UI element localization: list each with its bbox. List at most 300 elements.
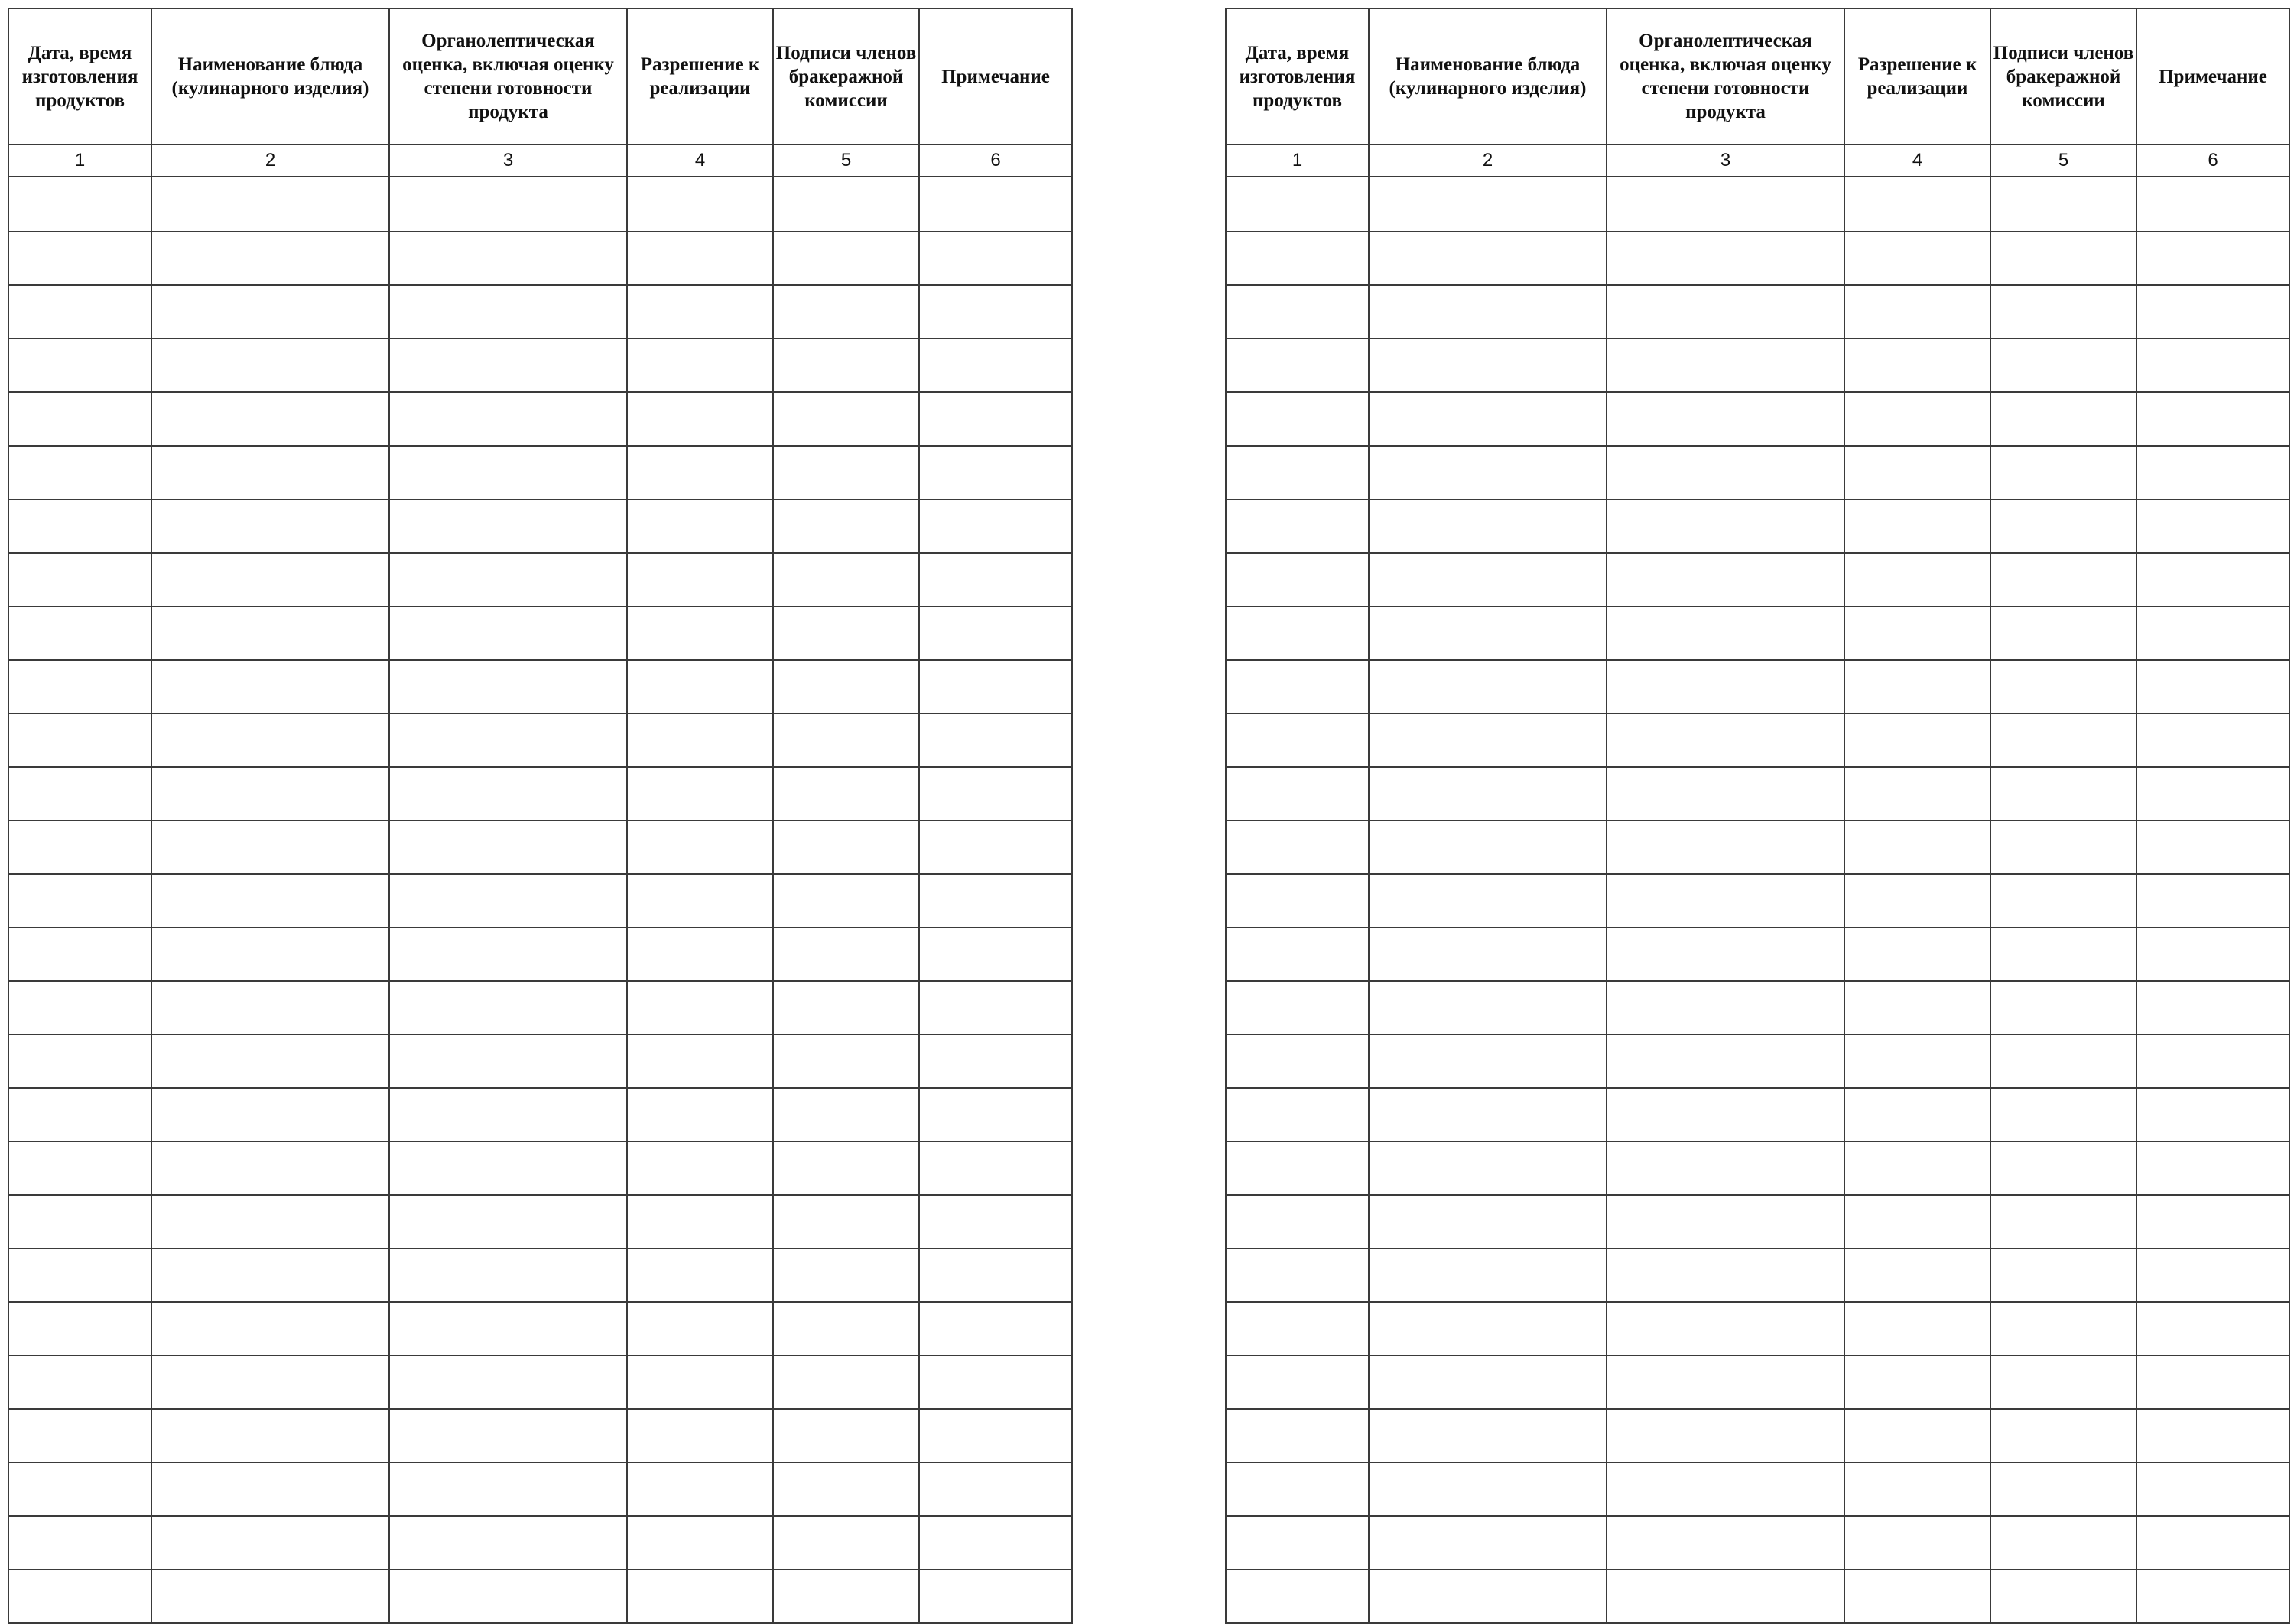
- table-row: [8, 1088, 1072, 1142]
- table-cell: [8, 767, 151, 820]
- table-cell: [1369, 499, 1607, 553]
- table-cell: [1607, 1142, 1844, 1195]
- table-cell: [2136, 1195, 2289, 1249]
- table-cell: [1369, 927, 1607, 981]
- table-cell: [389, 446, 627, 499]
- table-cell: [2136, 392, 2289, 446]
- column-number: 3: [389, 145, 627, 177]
- table-cell: [8, 499, 151, 553]
- table-cell: [1226, 1570, 1369, 1623]
- table-cell: [1990, 606, 2136, 660]
- table-cell: [773, 1356, 919, 1409]
- table-cell: [773, 1142, 919, 1195]
- table-cell: [1844, 339, 1990, 392]
- column-number: 3: [1607, 145, 1844, 177]
- table-cell: [773, 1463, 919, 1516]
- table-cell: [8, 1249, 151, 1302]
- table-cell: [1607, 446, 1844, 499]
- column-number: 1: [8, 145, 151, 177]
- table-row: [8, 874, 1072, 927]
- table-cell: [627, 713, 773, 767]
- table-cell: [773, 1195, 919, 1249]
- table-cell: [773, 339, 919, 392]
- table-cell: [151, 232, 389, 285]
- table-row: [1226, 553, 2289, 606]
- table-cell: [1607, 232, 1844, 285]
- table-cell: [773, 285, 919, 339]
- table-cell: [627, 660, 773, 713]
- table-row: [1226, 660, 2289, 713]
- table-cell: [773, 553, 919, 606]
- table-cell: [1844, 1034, 1990, 1088]
- table-cell: [1990, 820, 2136, 874]
- table-cell: [1607, 1034, 1844, 1088]
- table-row: [8, 820, 1072, 874]
- table-cell: [1990, 553, 2136, 606]
- table-cell: [627, 499, 773, 553]
- table-cell: [389, 660, 627, 713]
- table-cell: [1226, 1249, 1369, 1302]
- table-cell: [1844, 499, 1990, 553]
- header-organoleptic-assessment: Органолептическая оценка, включая оценку степени готовности продукта: [389, 8, 627, 145]
- table-cell: [389, 713, 627, 767]
- table-row: [1226, 1249, 2289, 1302]
- table-cell: [2136, 1356, 2289, 1409]
- table-cell: [919, 446, 1072, 499]
- table-cell: [389, 1195, 627, 1249]
- column-number: 6: [2136, 145, 2289, 177]
- table-cell: [627, 446, 773, 499]
- table-row: [8, 232, 1072, 285]
- table-cell: [773, 1302, 919, 1356]
- table-cell: [1844, 1195, 1990, 1249]
- table-cell: [2136, 446, 2289, 499]
- table-cell: [1844, 1516, 1990, 1570]
- table-cell: [773, 177, 919, 232]
- table-row: [1226, 1302, 2289, 1356]
- table-cell: [151, 553, 389, 606]
- table-row: [1226, 232, 2289, 285]
- table-cell: [151, 1409, 389, 1463]
- table-cell: [919, 981, 1072, 1034]
- table-cell: [1990, 1356, 2136, 1409]
- table-cell: [1844, 1463, 1990, 1516]
- table-row: [1226, 1516, 2289, 1570]
- table-cell: [1369, 553, 1607, 606]
- table-cell: [1226, 1142, 1369, 1195]
- table-cell: [8, 1516, 151, 1570]
- table-cell: [389, 874, 627, 927]
- table-cell: [1369, 1088, 1607, 1142]
- table-cell: [1369, 1034, 1607, 1088]
- journal-table: [1225, 8, 2290, 1624]
- table-cell: [773, 981, 919, 1034]
- table-row: [1226, 1409, 2289, 1463]
- table-cell: [1369, 177, 1607, 232]
- table-row: [8, 767, 1072, 820]
- table-cell: [8, 1034, 151, 1088]
- table-cell: [919, 1088, 1072, 1142]
- table-cell: [1990, 1088, 2136, 1142]
- table-cell: [1990, 981, 2136, 1034]
- table-cell: [1607, 1088, 1844, 1142]
- table-cell: [1226, 1088, 1369, 1142]
- table-cell: [919, 1142, 1072, 1195]
- table-cell: [773, 446, 919, 499]
- table-row: [1226, 1142, 2289, 1195]
- table-cell: [1990, 1516, 2136, 1570]
- table-row: [8, 392, 1072, 446]
- table-cell: [1844, 1356, 1990, 1409]
- table-cell: [627, 392, 773, 446]
- table-cell: [8, 1195, 151, 1249]
- table-cell: [1607, 1463, 1844, 1516]
- table-cell: [151, 1356, 389, 1409]
- table-row: [8, 1302, 1072, 1356]
- table-row: [8, 1409, 1072, 1463]
- column-number-row: [8, 145, 1072, 177]
- table-cell: [151, 820, 389, 874]
- table-row: [8, 1195, 1072, 1249]
- table-cell: [8, 285, 151, 339]
- table-cell: [389, 339, 627, 392]
- table-row: [1226, 874, 2289, 927]
- table-cell: [1607, 820, 1844, 874]
- table-cell: [919, 553, 1072, 606]
- table-cell: [627, 606, 773, 660]
- table-cell: [389, 1463, 627, 1516]
- table-cell: [1226, 392, 1369, 446]
- table-cell: [8, 713, 151, 767]
- table-cell: [1607, 553, 1844, 606]
- table-cell: [919, 874, 1072, 927]
- table-cell: [1844, 660, 1990, 713]
- table-cell: [627, 1302, 773, 1356]
- header-note: Примечание: [2136, 8, 2289, 145]
- table-cell: [1607, 499, 1844, 553]
- journal-page-right: [1225, 8, 2290, 1624]
- table-cell: [8, 232, 151, 285]
- table-cell: [1369, 1249, 1607, 1302]
- table-cell: [1226, 1302, 1369, 1356]
- table-cell: [919, 1570, 1072, 1623]
- table-cell: [627, 1570, 773, 1623]
- table-cell: [151, 1195, 389, 1249]
- table-cell: [151, 499, 389, 553]
- table-cell: [1844, 1302, 1990, 1356]
- table-cell: [151, 1088, 389, 1142]
- header-dish-name: Наименование блюда (кулинарного изделия): [1369, 8, 1607, 145]
- table-cell: [1369, 1302, 1607, 1356]
- table-cell: [1990, 660, 2136, 713]
- table-row: [8, 1356, 1072, 1409]
- table-cell: [773, 392, 919, 446]
- column-number: 2: [151, 145, 389, 177]
- table-cell: [1607, 606, 1844, 660]
- table-cell: [2136, 1034, 2289, 1088]
- table-cell: [773, 1409, 919, 1463]
- table-cell: [627, 339, 773, 392]
- table-cell: [151, 1249, 389, 1302]
- table-cell: [1607, 177, 1844, 232]
- table-cell: [389, 232, 627, 285]
- table-cell: [773, 1249, 919, 1302]
- table-cell: [8, 1570, 151, 1623]
- table-cell: [151, 446, 389, 499]
- table-row: [8, 927, 1072, 981]
- table-cell: [151, 1302, 389, 1356]
- table-cell: [1226, 1516, 1369, 1570]
- table-cell: [1990, 285, 2136, 339]
- table-cell: [1990, 1463, 2136, 1516]
- table-cell: [1226, 446, 1369, 499]
- table-cell: [151, 392, 389, 446]
- table-cell: [919, 1516, 1072, 1570]
- table-row: [1226, 499, 2289, 553]
- table-cell: [1844, 1249, 1990, 1302]
- table-row: [1226, 392, 2289, 446]
- table-cell: [1607, 285, 1844, 339]
- table-row: [8, 1570, 1072, 1623]
- table-cell: [389, 1516, 627, 1570]
- table-cell: [1844, 767, 1990, 820]
- table-cell: [919, 339, 1072, 392]
- table-cell: [1226, 767, 1369, 820]
- table-cell: [1369, 713, 1607, 767]
- table-cell: [919, 713, 1072, 767]
- table-cell: [8, 1088, 151, 1142]
- table-row: [1226, 285, 2289, 339]
- table-row: [1226, 1356, 2289, 1409]
- table-row: [8, 553, 1072, 606]
- table-cell: [2136, 1409, 2289, 1463]
- table-cell: [627, 1356, 773, 1409]
- table-cell: [8, 1356, 151, 1409]
- table-cell: [627, 553, 773, 606]
- table-cell: [1226, 606, 1369, 660]
- column-number: 1: [1226, 145, 1369, 177]
- table-cell: [1226, 232, 1369, 285]
- table-cell: [919, 660, 1072, 713]
- table-cell: [1990, 339, 2136, 392]
- header-sale-permission: Разрешение к реализации: [627, 8, 773, 145]
- table-cell: [919, 1195, 1072, 1249]
- table-cell: [627, 1516, 773, 1570]
- table-cell: [8, 1142, 151, 1195]
- table-cell: [389, 1249, 627, 1302]
- table-cell: [389, 767, 627, 820]
- table-cell: [1226, 1409, 1369, 1463]
- table-cell: [1990, 1142, 2136, 1195]
- table-cell: [1990, 499, 2136, 553]
- table-cell: [8, 553, 151, 606]
- table-cell: [8, 1409, 151, 1463]
- table-cell: [1226, 981, 1369, 1034]
- journal-rows: [8, 177, 1072, 1623]
- table-cell: [1844, 606, 1990, 660]
- table-cell: [8, 660, 151, 713]
- table-cell: [2136, 713, 2289, 767]
- table-cell: [2136, 1088, 2289, 1142]
- table-cell: [1990, 232, 2136, 285]
- table-cell: [1369, 820, 1607, 874]
- header-row: [8, 8, 1072, 145]
- table-cell: [389, 553, 627, 606]
- table-cell: [1990, 392, 2136, 446]
- table-cell: [919, 1302, 1072, 1356]
- table-row: [1226, 177, 2289, 232]
- table-cell: [151, 1142, 389, 1195]
- table-cell: [389, 1142, 627, 1195]
- table-row: [1226, 1463, 2289, 1516]
- table-cell: [1607, 339, 1844, 392]
- header-organoleptic-assessment: Органолептическая оценка, включая оценку степени готовности продукта: [1607, 8, 1844, 145]
- table-row: [8, 981, 1072, 1034]
- column-number: 4: [627, 145, 773, 177]
- table-cell: [389, 499, 627, 553]
- table-cell: [8, 1302, 151, 1356]
- table-cell: [1369, 981, 1607, 1034]
- table-cell: [8, 1463, 151, 1516]
- table-cell: [8, 927, 151, 981]
- table-cell: [919, 1034, 1072, 1088]
- table-row: [8, 713, 1072, 767]
- table-cell: [389, 177, 627, 232]
- table-cell: [1844, 927, 1990, 981]
- table-cell: [919, 177, 1072, 232]
- table-cell: [773, 713, 919, 767]
- header-row: [1226, 8, 2289, 145]
- table-cell: [773, 767, 919, 820]
- header-commission-signatures: Подписи членов бракеражной комиссии: [1990, 8, 2136, 145]
- table-cell: [1844, 285, 1990, 339]
- table-cell: [2136, 927, 2289, 981]
- table-cell: [1369, 1570, 1607, 1623]
- table-cell: [1844, 1409, 1990, 1463]
- table-row: [1226, 339, 2289, 392]
- table-cell: [627, 1463, 773, 1516]
- table-cell: [151, 1570, 389, 1623]
- table-row: [8, 285, 1072, 339]
- table-cell: [919, 1356, 1072, 1409]
- column-number: 5: [1990, 145, 2136, 177]
- table-cell: [1226, 713, 1369, 767]
- table-cell: [389, 285, 627, 339]
- journal-page-left: [8, 8, 1073, 1624]
- table-cell: [627, 874, 773, 927]
- table-row: [8, 339, 1072, 392]
- table-cell: [1607, 660, 1844, 713]
- table-cell: [151, 981, 389, 1034]
- table-cell: [1844, 392, 1990, 446]
- table-cell: [389, 392, 627, 446]
- table-cell: [2136, 232, 2289, 285]
- table-cell: [1990, 1302, 2136, 1356]
- table-row: [8, 177, 1072, 232]
- table-cell: [919, 820, 1072, 874]
- table-row: [1226, 1570, 2289, 1623]
- table-cell: [389, 981, 627, 1034]
- table-row: [1226, 767, 2289, 820]
- table-cell: [919, 285, 1072, 339]
- table-cell: [1607, 1249, 1844, 1302]
- table-cell: [627, 1088, 773, 1142]
- table-cell: [1226, 285, 1369, 339]
- table-cell: [1607, 767, 1844, 820]
- table-cell: [2136, 981, 2289, 1034]
- table-cell: [1844, 820, 1990, 874]
- table-row: [8, 1142, 1072, 1195]
- table-cell: [8, 606, 151, 660]
- table-cell: [389, 1409, 627, 1463]
- table-cell: [1369, 1516, 1607, 1570]
- table-row: [8, 660, 1072, 713]
- table-cell: [1369, 1142, 1607, 1195]
- journal-rows: [1226, 177, 2289, 1623]
- table-cell: [1844, 1570, 1990, 1623]
- table-cell: [151, 767, 389, 820]
- table-cell: [1844, 1142, 1990, 1195]
- table-cell: [1844, 446, 1990, 499]
- table-cell: [1369, 339, 1607, 392]
- table-cell: [2136, 820, 2289, 874]
- table-cell: [627, 820, 773, 874]
- table-cell: [919, 392, 1072, 446]
- table-cell: [1226, 820, 1369, 874]
- table-cell: [627, 1142, 773, 1195]
- table-cell: [151, 660, 389, 713]
- table-cell: [1990, 1195, 2136, 1249]
- table-cell: [1226, 499, 1369, 553]
- table-row: [1226, 927, 2289, 981]
- table-cell: [1607, 927, 1844, 981]
- column-number: 2: [1369, 145, 1607, 177]
- table-cell: [1226, 553, 1369, 606]
- table-cell: [627, 1249, 773, 1302]
- table-cell: [151, 1463, 389, 1516]
- table-cell: [1607, 981, 1844, 1034]
- table-cell: [773, 1570, 919, 1623]
- table-cell: [1369, 232, 1607, 285]
- table-cell: [1369, 606, 1607, 660]
- header-commission-signatures: Подписи членов бракеражной комиссии: [773, 8, 919, 145]
- table-cell: [773, 1088, 919, 1142]
- table-cell: [919, 1249, 1072, 1302]
- table-cell: [1990, 1034, 2136, 1088]
- table-cell: [8, 446, 151, 499]
- table-cell: [8, 820, 151, 874]
- table-cell: [627, 1195, 773, 1249]
- table-row: [1226, 446, 2289, 499]
- table-cell: [151, 285, 389, 339]
- table-cell: [1607, 1195, 1844, 1249]
- table-cell: [1990, 713, 2136, 767]
- table-cell: [1226, 177, 1369, 232]
- header-date-time: Дата, время изготовления продуктов: [8, 8, 151, 145]
- column-number-row: [1226, 145, 2289, 177]
- table-row: [8, 606, 1072, 660]
- table-cell: [389, 1034, 627, 1088]
- table-cell: [773, 1516, 919, 1570]
- table-cell: [2136, 499, 2289, 553]
- table-cell: [1226, 1034, 1369, 1088]
- table-cell: [1226, 874, 1369, 927]
- table-cell: [2136, 1570, 2289, 1623]
- table-cell: [1607, 1302, 1844, 1356]
- table-cell: [2136, 660, 2289, 713]
- table-row: [1226, 820, 2289, 874]
- table-cell: [151, 874, 389, 927]
